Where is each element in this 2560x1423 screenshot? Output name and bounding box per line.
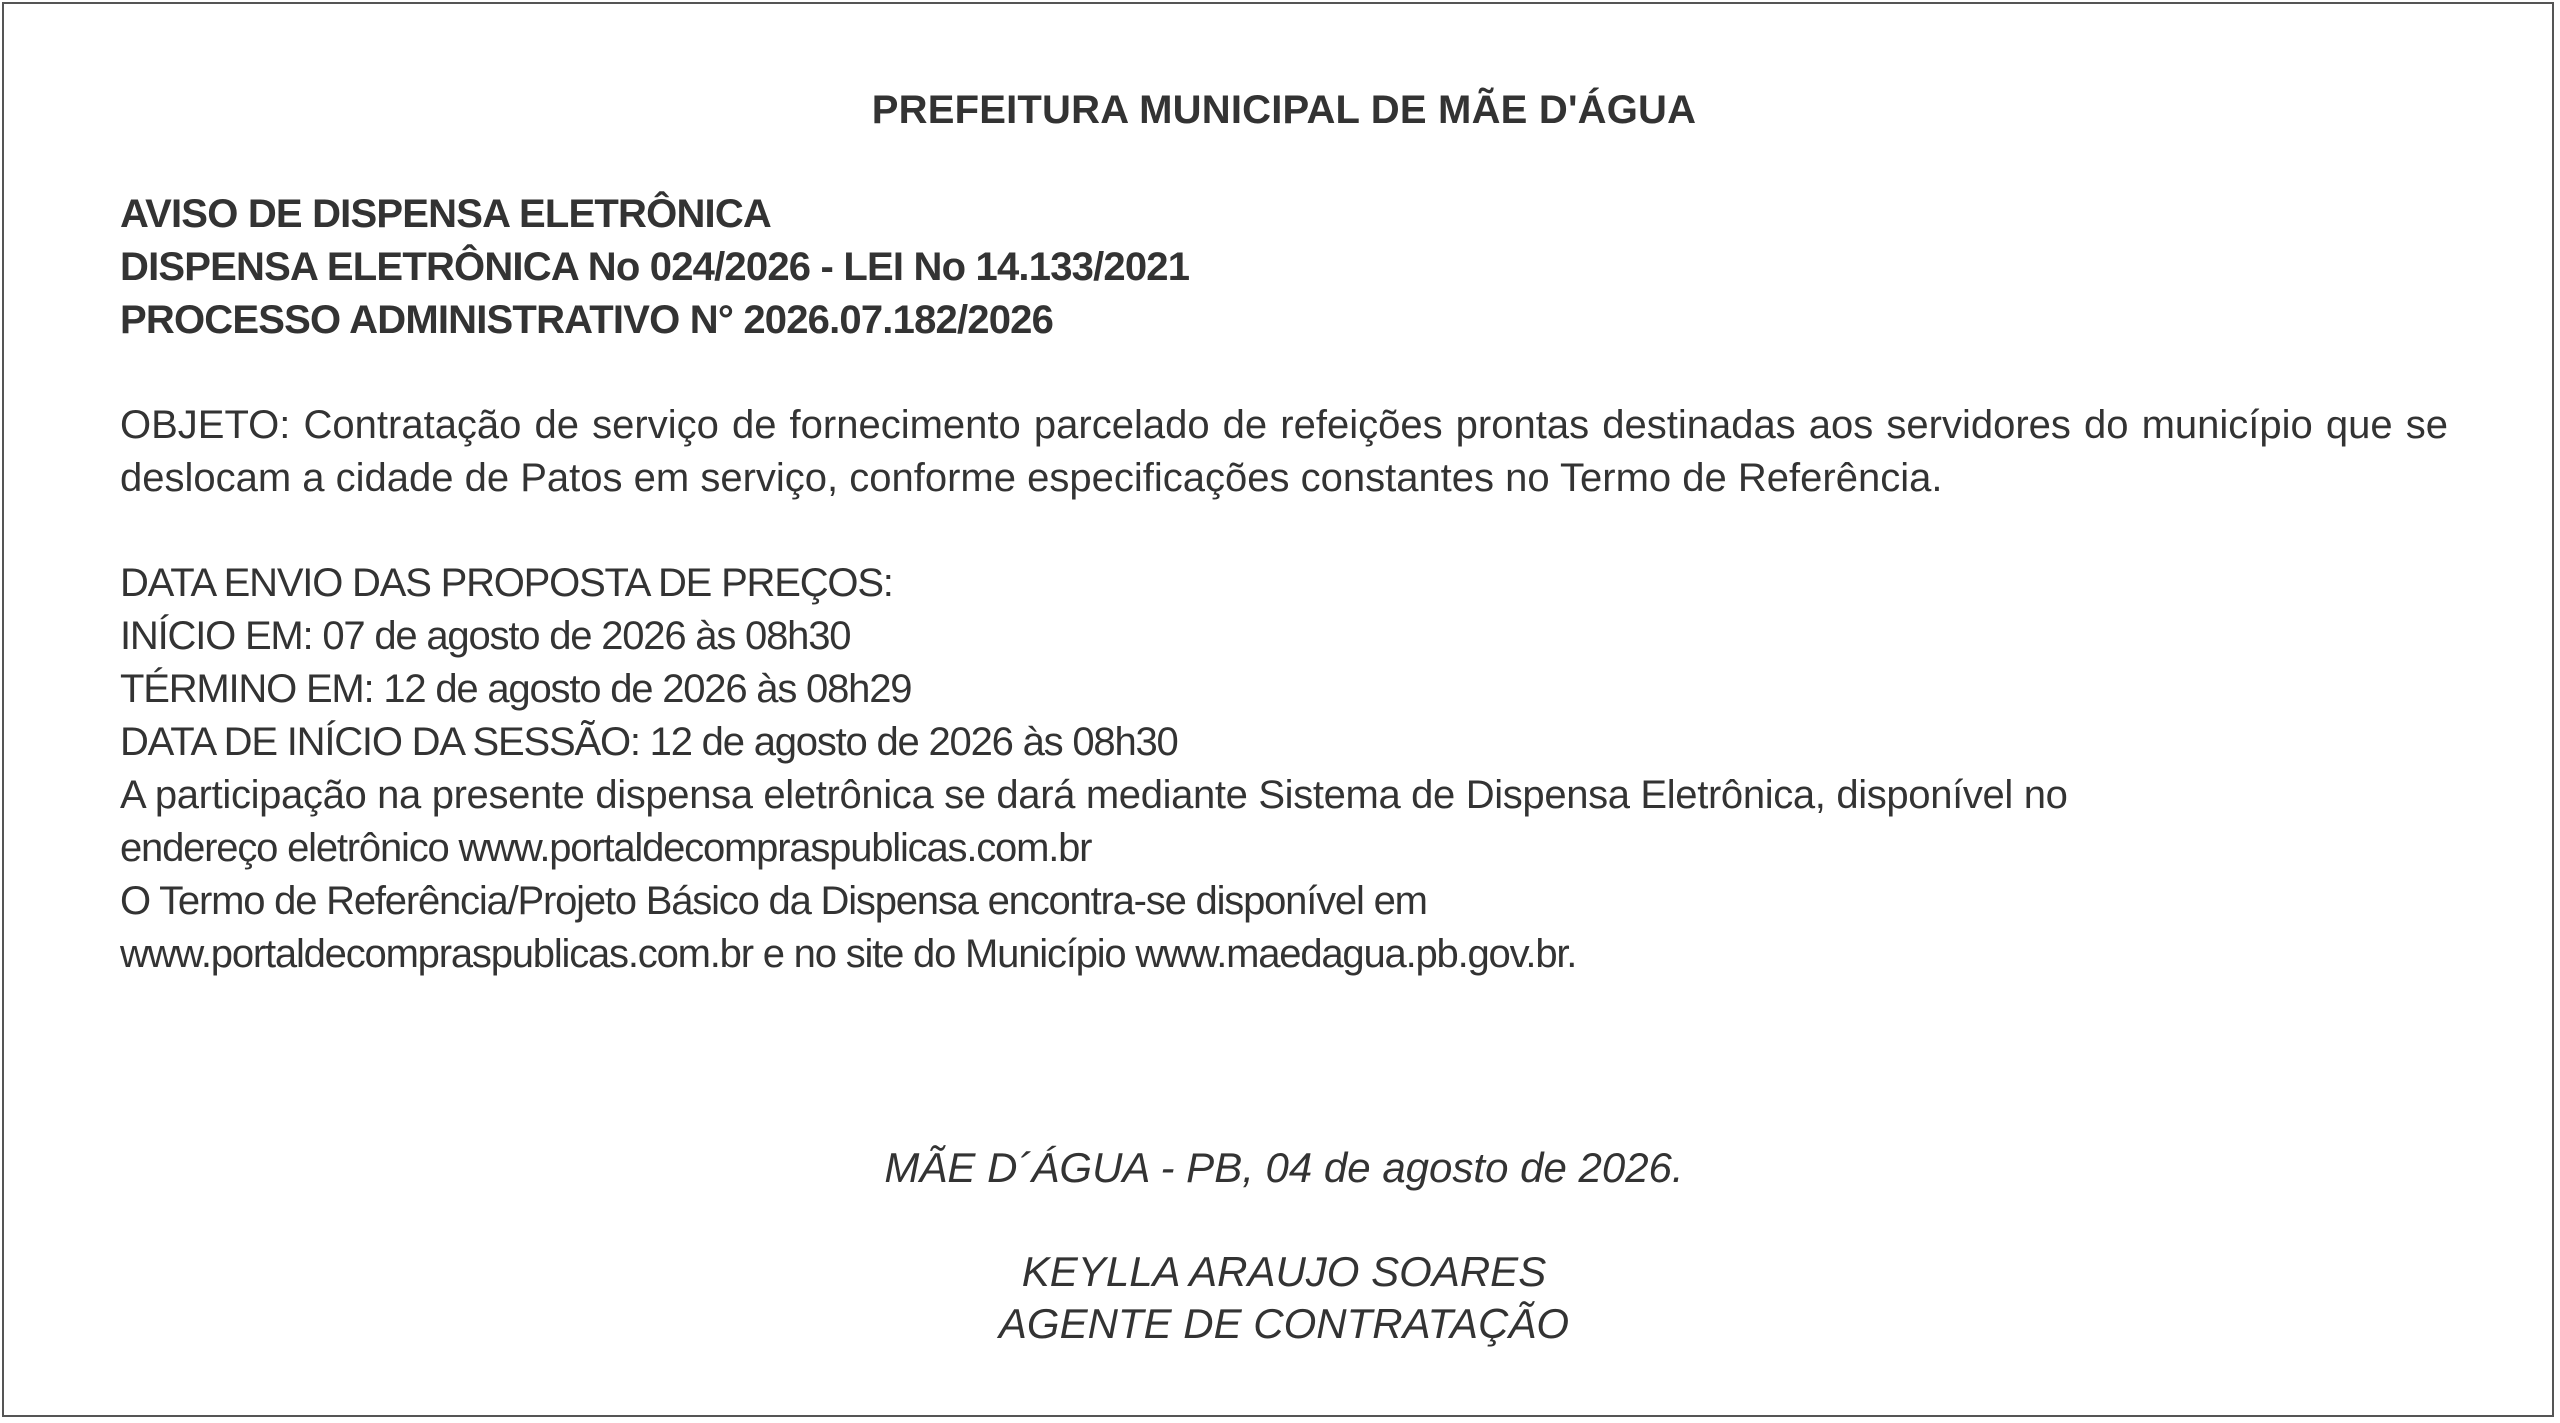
participation-line-2: endereço eletrônico www.portaldecompraspublicas.com.br [120,826,1092,870]
spacer [120,505,2448,557]
reference-section [120,875,2448,981]
signature-block [4,1246,2560,1350]
document-body [120,84,2448,981]
document-frame [2,2,2554,1417]
participation-section [120,769,2448,875]
page-title: PREFEITURA MUNICIPAL DE MÃE D'ÁGUA [871,88,1697,132]
process-number: PROCESSO ADMINISTRATIVO N° 2026.07.182/2026 [120,298,1054,342]
signer-name: KEYLLA ARAUJO SOARES [1021,1248,1547,1295]
reference-line-2: www.portaldecompraspublicas.com.br e no site do Município www.maedagua.pb.gov.br. [120,932,1577,976]
dispensa-number: DISPENSA ELETRÔNICA No 024/2026 - LEI No 14.133/2021 [120,245,1190,289]
place-and-date: MÃE D´ÁGUA - PB, 04 de agosto de 2026. [884,1144,1684,1191]
dates-section [120,557,2448,769]
spacer [120,347,2448,399]
signer-role: AGENTE DE CONTRATAÇÃO [998,1300,1570,1347]
start-date: INÍCIO EM: 07 de agosto de 2026 às 08h30 [120,614,851,658]
reference-line-1: O Termo de Referência/Projeto Básico da Dispensa encontra-se disponível em [120,879,1427,923]
session-date: DATA DE INÍCIO DA SESSÃO: 12 de agosto de 2026 às 08h30 [120,720,1178,764]
dates-heading: DATA ENVIO DAS PROPOSTA DE PREÇOS: [120,561,893,605]
notice-title: AVISO DE DISPENSA ELETRÔNICA [120,192,772,236]
spacer [120,136,2448,188]
end-date: TÉRMINO EM: 12 de agosto de 2026 às 08h29 [120,667,912,711]
object-paragraph: OBJETO: Contratação de serviço de fornecimento parcelado de refeições prontas destinadas aos servidores do município que se deslocam a cidade de Patos em serviço, conforme especificações constantes no Termo de Referência. [120,403,2448,500]
participation-line-1: A participação na presente dispensa eletrônica se dará mediante Sistema de Dispensa Eletrônica, disponível no [120,773,2068,817]
notice-heading [120,188,2448,347]
